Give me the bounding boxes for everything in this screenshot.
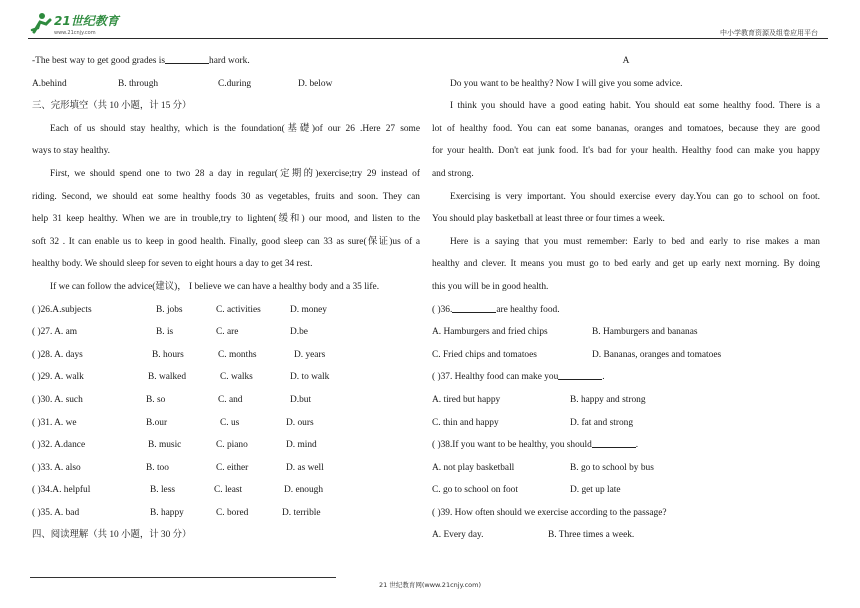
question-25-stem: -The best way to get good grades is hard work. (32, 56, 250, 66)
svg-text:21世纪教育: 21世纪教育 (54, 14, 119, 28)
passage-line: Here is a saying that you must remember: Early to bed and early to rise makes a man (450, 236, 820, 247)
svg-text:www.21cnjy.com: www.21cnjy.com (54, 30, 96, 36)
section-4-heading: 四、阅读理解（共 10 小题，计 30 分） (32, 530, 192, 541)
cloze-paragraph-1-line-1: Each of us should stay healthy, which is the foundation(基礎)of our 26 .Here 27 some (50, 123, 420, 134)
passage-line: healthy and clever. It means you must go to bed early and get up early next morning. By doing (432, 259, 820, 270)
cloze-paragraph-3: If we can follow the advice(建议)， I believe we can have a healthy body and a 35 life. (50, 281, 380, 292)
question-38-options-cd: C. go to school on foot D. get up late (432, 485, 621, 496)
cloze-paragraph-2-line-3: help 31 keep healthy. When we are in trouble,try to lighten(缓和) our mood, and listen to the (32, 214, 420, 225)
passage-line: this you will be in good health. (432, 281, 549, 292)
passage-line: Exercising is very important. You should exercise every day.You can go to school on foot. (450, 191, 820, 202)
cloze-choice-list (32, 299, 420, 525)
question-39-stem: ( )39. How often should we exercise according to the passage? (432, 507, 667, 518)
cloze-choice-row: ( )32. A.dance B. music C. piano D. mind (32, 440, 317, 451)
cloze-choice-row: ( )27. A. am B. is C. are D.be (32, 327, 308, 338)
passage-line: I think you should have a good eating habit. You should eat some healthy food. There is a (450, 101, 820, 112)
question-38-stem: ( )38.If you want to be healthy, you should . (432, 440, 639, 451)
answer-blank (165, 54, 209, 64)
page-header (0, 0, 860, 40)
cloze-choice-row: ( )34.A. helpful B. less C. least D. enough (32, 485, 324, 496)
section-3-heading: 三、完形填空（共 10 小题，计 15 分） (32, 101, 192, 112)
cloze-paragraph-2-line-5: healthy body. We should sleep for seven to eight hours a day to get 34 rest. (32, 259, 313, 270)
passage-line: lot of healthy food. You can eat some bananas, oranges and tomatoes, because they are good (432, 123, 820, 134)
cloze-paragraph-2-line-4: soft 32 . It can enable us to keep in good health. Finally, good sleep can 33 as sure(保证)us of a (32, 236, 420, 247)
cloze-choice-row: ( )33. A. also B. too C. either D. as well (32, 462, 324, 473)
left-column (32, 50, 420, 547)
logo-runner-icon (28, 10, 148, 38)
question-36-stem: ( )36. are healthy food. (432, 304, 560, 315)
passage-line: You should play basketball at least three or four times a week. (432, 214, 665, 225)
question-25-options: A.behind B. through C.during D. below (32, 78, 333, 89)
header-divider (28, 38, 828, 39)
right-column (432, 50, 820, 547)
question-39-options-ab: A. Every day. B. Three times a week. (432, 530, 635, 541)
site-logo (28, 10, 148, 38)
cloze-choice-row: ( )29. A. walk B. walked C. walks D. to walk (32, 372, 330, 383)
cloze-choice-row: ( )28. A. days B. hours C. months D. years (32, 349, 326, 360)
answer-blank (558, 370, 602, 380)
cloze-choice-row: ( )35. A. bad B. happy C. bored D. terrible (32, 507, 321, 518)
question-37-stem: ( )37. Healthy food can make you . (432, 372, 605, 383)
cloze-paragraph-2-line-1: First, we should spend one to two 28 a day in regular(定期的)exercise;try 29 instead of (50, 168, 420, 179)
cloze-paragraph-2-line-2: riding. Second, we should eat some healthy foods 30 as vegetables, fruits and soon. They can (32, 191, 420, 202)
cloze-choice-row: ( )30. A. such B. so C. and D.but (32, 394, 312, 405)
question-37-options-ab: A. tired but happy B. happy and strong (432, 394, 646, 405)
question-36-options-ab: A. Hamburgers and fried chips B. Hamburgers and bananas (432, 327, 698, 338)
answer-blank (452, 303, 496, 313)
passage-line: and strong. (432, 168, 474, 179)
page-footer: 21 世纪教育网(www.21cnjy.com) (379, 581, 481, 589)
cloze-choice-row: ( )26.A.subjects B. jobs C. activities D. money (32, 304, 327, 315)
cloze-choice-row: ( )31. A. we B.our C. us D. ours (32, 417, 314, 428)
passage-line: for your health. Don't eat junk food. It's bad for your health. Healthy food can make you happy (432, 146, 820, 157)
answer-blank (592, 438, 636, 448)
question-38-options-ab: A. not play basketball B. go to school by bus (432, 462, 654, 473)
passage-title: A (622, 56, 630, 66)
cloze-paragraph-1-line-2: ways to stay healthy. (32, 146, 111, 157)
question-36-options-cd: C. Fried chips and tomatoes D. Bananas, oranges and tomatoes (432, 349, 722, 360)
passage-line: Do you want to be healthy? Now I will give you some advice. (450, 78, 683, 89)
footer-divider (30, 577, 336, 578)
header-platform-text: 中小学教育资源及组卷应用平台 (720, 29, 818, 37)
question-37-options-cd: C. thin and happy D. fat and strong (432, 417, 634, 428)
